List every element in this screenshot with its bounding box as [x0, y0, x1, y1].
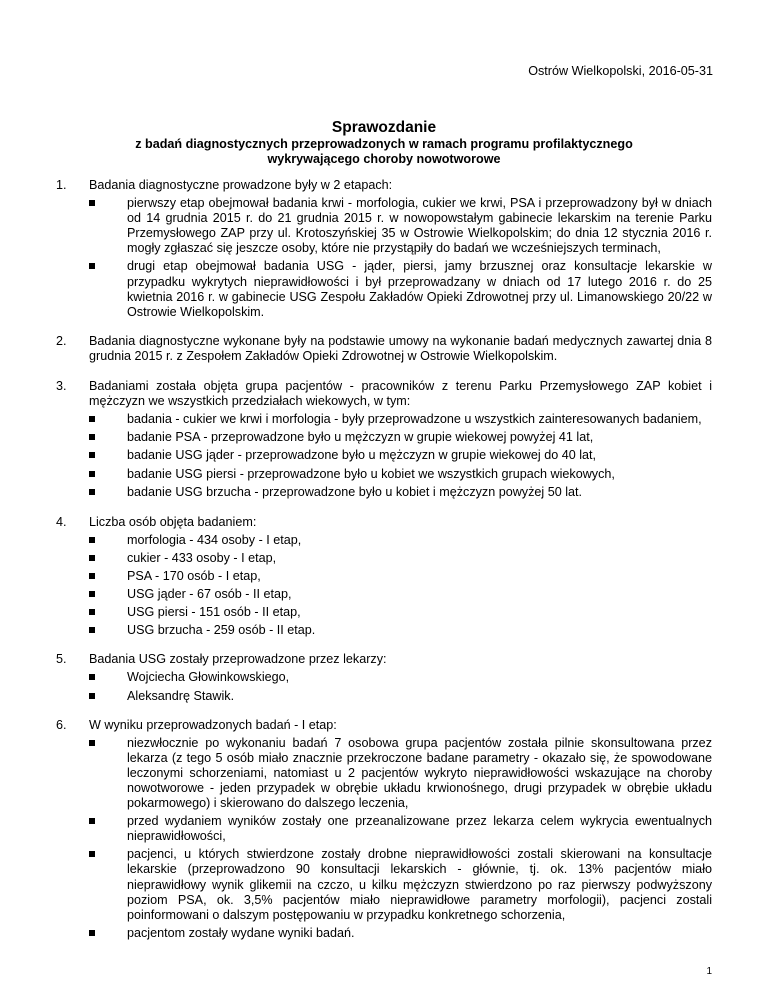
list-item: badanie USG brzucha - przeprowadzone było u kobiet i mężczyzn powyżej 50 lat.	[89, 485, 712, 500]
section-number: 2.	[56, 333, 67, 348]
list-item: USG jąder - 67 osób - II etap,	[89, 587, 712, 602]
bullet-list	[89, 736, 712, 941]
list-item: badanie USG piersi - przeprowadzone było u kobiet we wszystkich grupach wiekowych,	[89, 467, 712, 482]
section-number: 1.	[56, 178, 67, 192]
section-number: 6.	[56, 717, 67, 732]
section-lead: Badaniami została objęta grupa pacjentów - pracowników z terenu Parku Przemysłowego ZAP kobiet i mężczyzn we wszystkich przedziałach wiekowych, w tym:	[89, 379, 712, 409]
title-block	[0, 119, 768, 167]
list-item: pacjentom zostały wydane wyniki badań.	[89, 926, 712, 941]
section-6	[0, 718, 768, 941]
section-lead: Badania diagnostyczne prowadzone były w 2 etapach:	[89, 178, 393, 192]
document-title: Sprawozdanie	[331, 119, 437, 136]
list-item: PSA - 170 osób - I etap,	[89, 569, 712, 584]
bullet-list	[89, 670, 712, 703]
list-item: badania - cukier we krwi i morfologia - były przeprowadzone u wszystkich zainteresowanych badaniem,	[89, 412, 712, 427]
section-lead: Badania USG zostały przeprowadzone przez lekarzy:	[89, 652, 387, 667]
list-item: morfologia - 434 osoby - I etap,	[89, 533, 712, 548]
place-date: Ostrów Wielkopolski, 2016-05-31	[528, 64, 713, 78]
document-subtitle-line-2: wykrywającego choroby nowotworowe	[267, 152, 501, 166]
list-item: badanie PSA - przeprowadzone było u mężczyzn w grupie wiekowej powyżej 41 lat,	[89, 430, 712, 445]
page-number: 1	[706, 966, 712, 977]
section-1	[0, 178, 768, 320]
bullet-list	[89, 412, 712, 499]
list-item: drugi etap obejmował badania USG - jąder, piersi, jamy brzusznej oraz konsultacje lekarskie w przypadku wykrytych nieprawidłowości i był przeprowadzany w dniach od 17 lutego 2016 r. do 25 kwietnia 2016 r. w gabinecie USG Zespołu Zakładów Opieki Zdrowotnej przy ul. Limanowskiego 20/22 w Ostrowie Wielkopolskim.	[89, 259, 712, 319]
list-item: USG brzucha - 259 osób - II etap.	[89, 623, 712, 638]
bullet-list	[89, 196, 712, 320]
section-number: 4.	[56, 514, 67, 529]
section-2	[0, 334, 768, 364]
section-lead: Badania diagnostyczne wykonane były na podstawie umowy na wykonanie badań medycznych zawartej dnia 8 grudnia 2015 r. z Zespołem Zakładów Opieki Zdrowotnej w Ostrowie Wielkopolskim.	[89, 333, 712, 363]
list-item: Wojciecha Głowinkowskiego,	[89, 670, 712, 685]
list-item: pacjenci, u których stwierdzone zostały drobne nieprawidłowości zostali skierowani na konsultacje lekarskie (przeprowadzono 90 konsultacji lekarskich - głównie, tj. ok. 13% pacjentów miało nieprawidłowy wynik glikemii na czczo, u kilku mężczyzn stwierdzono po raz pierwszy podwyższony poziom PSA, ok. 3,5% pacjentów miało nieprawidłowe parametry morfologii), pacjenci zostali poinformowani o dalszym postępowaniu w przypadku konkretnego schorzenia,	[89, 847, 712, 922]
list-item: niezwłocznie po wykonaniu badań 7 osobowa grupa pacjentów została pilnie skonsultowana przez lekarza (z tego 5 osób miało znacznie przekroczone badane parametry - okazało się, że spowodowane leczonymi schorzeniami, natomiast u 2 pacjentów wykryto nieprawidłowości wskazujące na choroby nowotworowe - jeden przypadek w obrębie układu krwionośnego, drugi przypadek w obrębie układu pokarmowego) i skierowano do dalszego leczenia,	[89, 736, 712, 811]
section-lead: Liczba osób objęta badaniem:	[89, 514, 257, 529]
document-subtitle-line-1: z badań diagnostycznych przeprowadzonych w ramach programu profilaktycznego	[135, 137, 633, 151]
list-item: Aleksandrę Stawik.	[89, 689, 712, 704]
list-item: cukier - 433 osoby - I etap,	[89, 551, 712, 566]
list-item: przed wydaniem wyników zostały one przeanalizowane przez lekarza celem wykrycia ewentualnych nieprawidłowości,	[89, 814, 712, 844]
section-5	[0, 652, 768, 703]
document-body	[0, 178, 768, 941]
section-4	[0, 515, 768, 639]
section-number: 5.	[56, 652, 67, 667]
list-item: pierwszy etap obejmował badania krwi - morfologia, cukier we krwi, PSA i przeprowadzony był w dniach od 14 grudnia 2015 r. do 21 grudnia 2015 r. w nowopowstałym gabinecie lekarskim na terenie Parku Przemysłowego ZAP przy ul. Krotoszyńskiej 35 w Ostrowie Wielkopolskim; do dnia 12 stycznia 2016 r. mogły zgłaszać się jeszcze osoby, które nie przystąpiły do badań we wcześniejszych terminach,	[89, 196, 712, 256]
list-item: badanie USG jąder - przeprowadzone było u mężczyzn w grupie wiekowej do 40 lat,	[89, 448, 712, 463]
section-lead: W wyniku przeprowadzonych badań - I etap:	[89, 717, 337, 732]
list-item: USG piersi - 151 osób - II etap,	[89, 605, 712, 620]
section-number: 3.	[56, 379, 67, 394]
section-3	[0, 379, 768, 500]
bullet-list	[89, 533, 712, 639]
